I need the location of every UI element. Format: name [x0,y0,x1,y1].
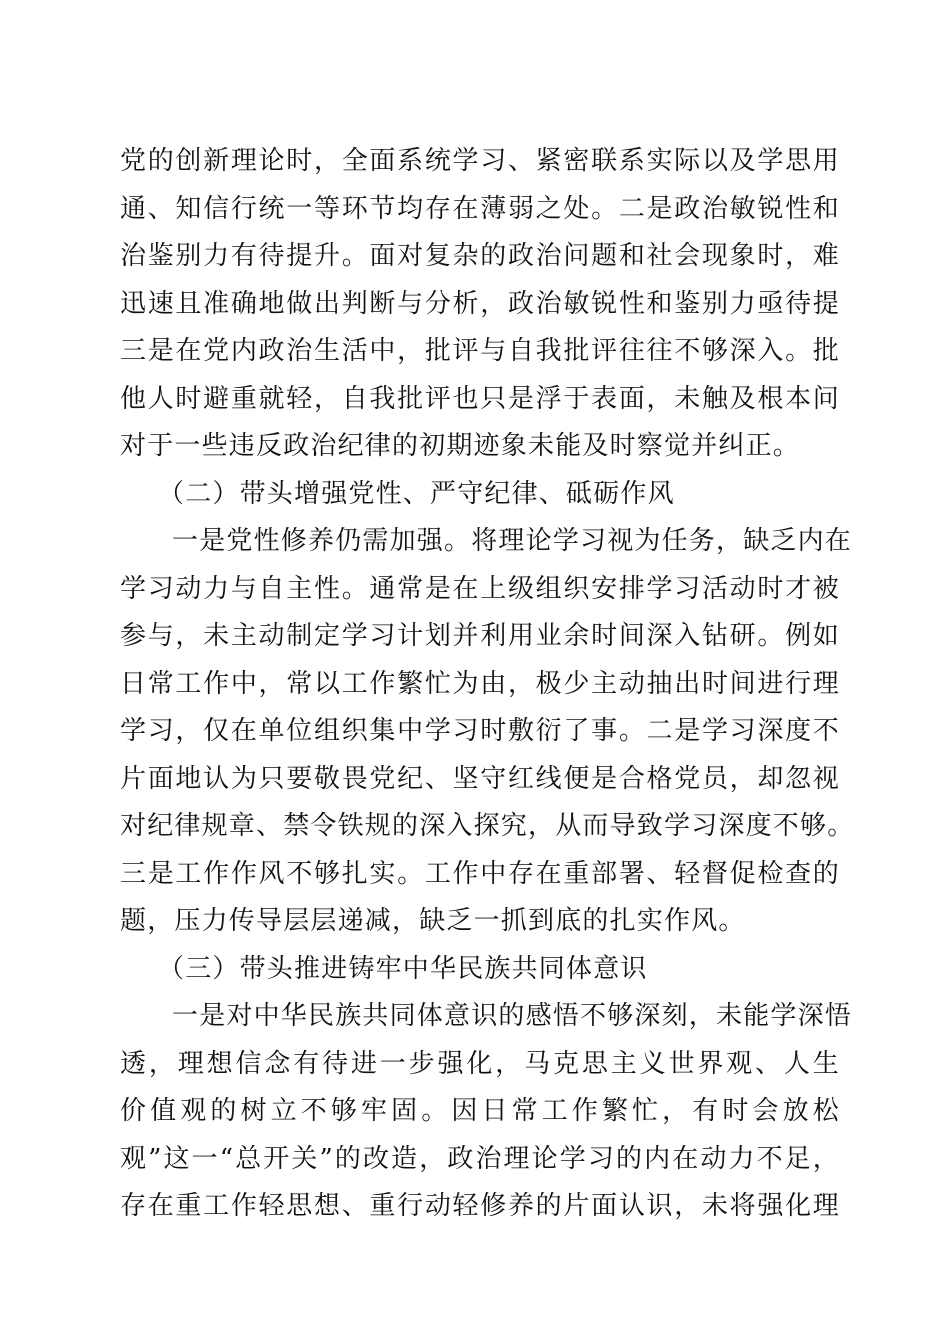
paragraph-line: 他人时避重就轻，自我批评也只是浮于表面，未触及根本问 [120,383,840,414]
paragraph-line: 学习，仅在单位组织集中学习时敷衍了事。二是学习深度不 [120,716,840,746]
paragraph-line: 三是工作作风不够扎实。工作中存在重部署、轻督促检查的 [120,858,840,889]
paragraph-line: 价值观的树立不够牢固。因日常工作繁忙，有时会放松 [120,1096,840,1126]
paragraph-line: 观”这一“总开关”的改造，政治理论学习的内在动力不足， [120,1143,840,1174]
paragraph-line: 对于一些违反政治纪律的初期迹象未能及时察觉并纠正。 [120,431,801,461]
document-body [120,138,855,1231]
paragraph-line: 治鉴别力有待提升。面对复杂的政治问题和社会现象时，难 [120,241,840,271]
paragraph-line: 通、知信行统一等环节均存在薄弱之处。二是政治敏锐性和 [120,193,840,224]
section-heading-2: （二）带头增强党性、严守纪律、砥砺作风 [158,478,675,509]
paragraph-line: 一是对中华民族共同体意识的感悟不够深刻，未能学深悟 [172,1001,853,1031]
paragraph-line: 存在重工作轻思想、重行动轻修养的片面认识，未将强化理 [120,1191,840,1221]
paragraph-line: 日常工作中，常以工作繁忙为由，极少主动抽出时间进行理 [120,668,840,699]
paragraph-line: 参与，未主动制定学习计划并利用业余时间深入钻研。例如 [120,621,840,651]
paragraph-line: 题，压力传导层层递减，缺乏一抓到底的扎实作风。 [120,906,746,936]
paragraph-line: 片面地认为只要敬畏党纪、坚守红线便是合格党员，却忽视 [120,763,840,794]
paragraph-line: 对纪律规章、禁令铁规的深入探究，从而导致学习深度不够。 [120,811,855,841]
paragraph-line: 透，理想信念有待进一步强化，马克思主义世界观、人生 [120,1048,840,1079]
section-heading-3: （三）带头推进铸牢中华民族共同体意识 [158,953,648,984]
paragraph-line: 迅速且准确地做出判断与分析，政治敏锐性和鉴别力亟待提 [120,288,840,319]
paragraph-line: 三是在党内政治生活中，批评与自我批评往往不够深入。批 [120,336,840,366]
paragraph-line: 一是党性修养仍需加强。将理论学习视为任务，缺乏内在 [172,526,853,556]
paragraph-line: 党的创新理论时，全面系统学习、紧密联系实际以及学思用 [120,146,840,176]
paragraph-line: 学习动力与自主性。通常是在上级组织安排学习活动时才被 [120,573,840,604]
